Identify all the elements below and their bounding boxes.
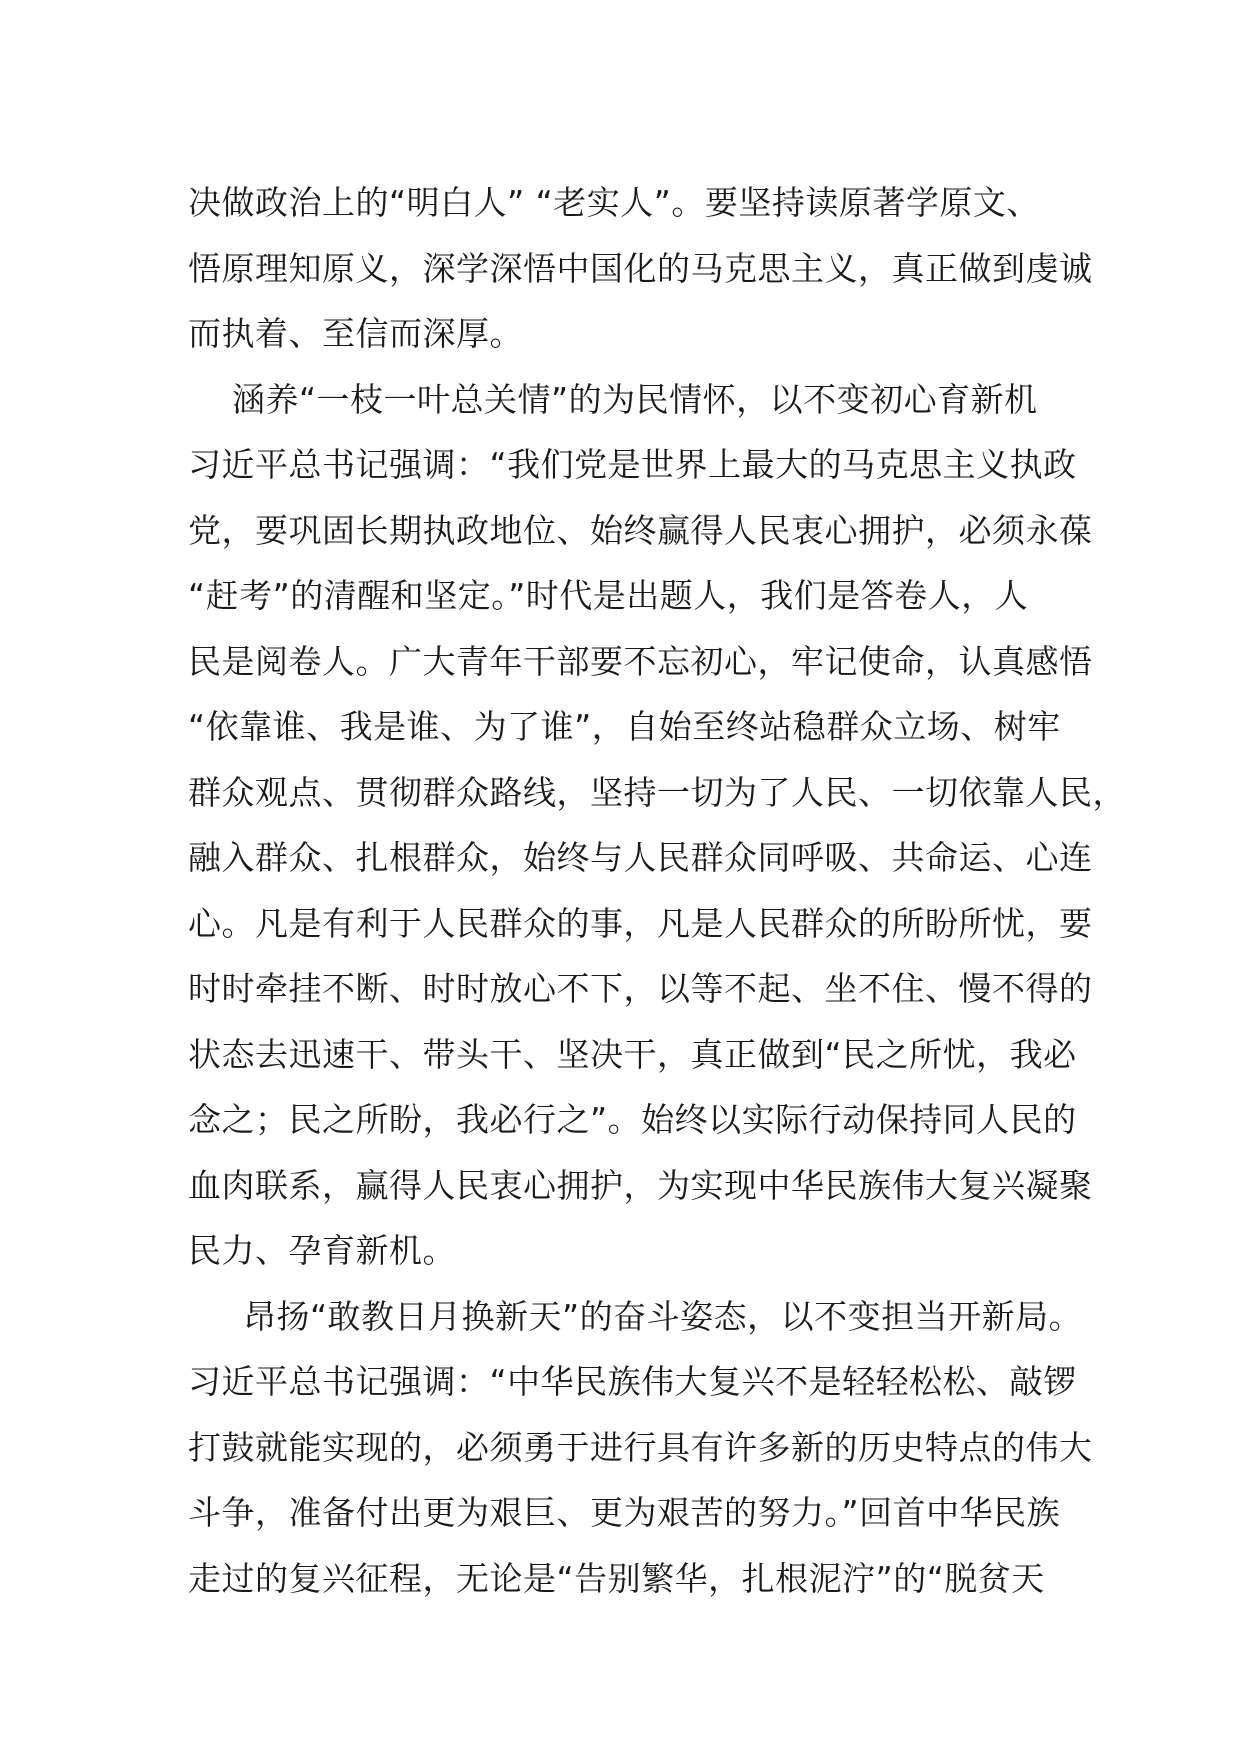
text-line: 念之；民之所盼，我必行之”。始终以实际行动保持同人民的 [188,1100,1077,1139]
text-line: 习近平总书记强调：“中华民族伟大复兴不是轻轻松松、敲锣 [188,1362,1077,1401]
text-line: 状态去迅速干、带头干、坚决干，真正做到“民之所忧，我必 [188,1034,1077,1074]
text-line: 而执着、至信而深厚。 [188,314,523,353]
text-line: 走过的复兴征程，无论是“告别繁华，扎根泥泞”的“脱贫天 [188,1558,1045,1598]
text-line: “赶考”的清醒和坚定。”时代是出题人，我们是答卷人，人 [188,576,1029,615]
text-line: 心。凡是有利于人民群众的事，凡是人民群众的所盼所忧，要 [188,903,1093,943]
text-line: 民是阅卷人。广大青年干部要不忘初心，牢记使命，认真感悟 [188,641,1093,681]
text-line: “依靠谁、我是谁、为了谁”，自始至终站稳群众立场、树牢 [188,707,1061,746]
text-line: 血肉联系，赢得人民衷心拥护，为实现中华民族伟大复兴凝聚 [188,1165,1093,1205]
text-line: 斗争，准备付出更为艰巨、更为艰苦的努力。”回首中华民族 [188,1493,1061,1532]
text-line: 民力、孕育新机。 [188,1231,456,1270]
section-heading: 昂扬“敢教日月换新天”的奋斗姿态，以不变担当开新局。 [188,1296,1083,1336]
text-line: 习近平总书记强调：“我们党是世界上最大的马克思主义执政 [188,445,1077,484]
text-line: 群众观点、贯彻群众路线，坚持一切为了人民、一切依靠人民， [188,772,1126,812]
text-line: 党，要巩固长期执政地位、始终赢得人民衷心拥护，必须永葆 [188,510,1093,550]
text-line: 融入群众、扎根群众，始终与人民群众同呼吸、共命运、心连 [188,838,1093,877]
section-heading: 涵养“一枝一叶总关情”的为民情怀，以不变初心育新机 [188,379,1038,419]
body-text [188,170,1126,1611]
text-line: 决做政治上的“明白人” “老实人”。要坚持读原著学原文、 [188,183,1040,222]
text-line: 打鼓就能实现的，必须勇于进行具有许多新的历史特点的伟大 [188,1427,1093,1467]
text-line: 时时牵挂不断、时时放心不下，以等不起、坐不住、慢不得的 [188,969,1093,1008]
text-line: 悟原理知原义，深学深悟中国化的马克思主义，真正做到虔诚 [188,248,1093,288]
